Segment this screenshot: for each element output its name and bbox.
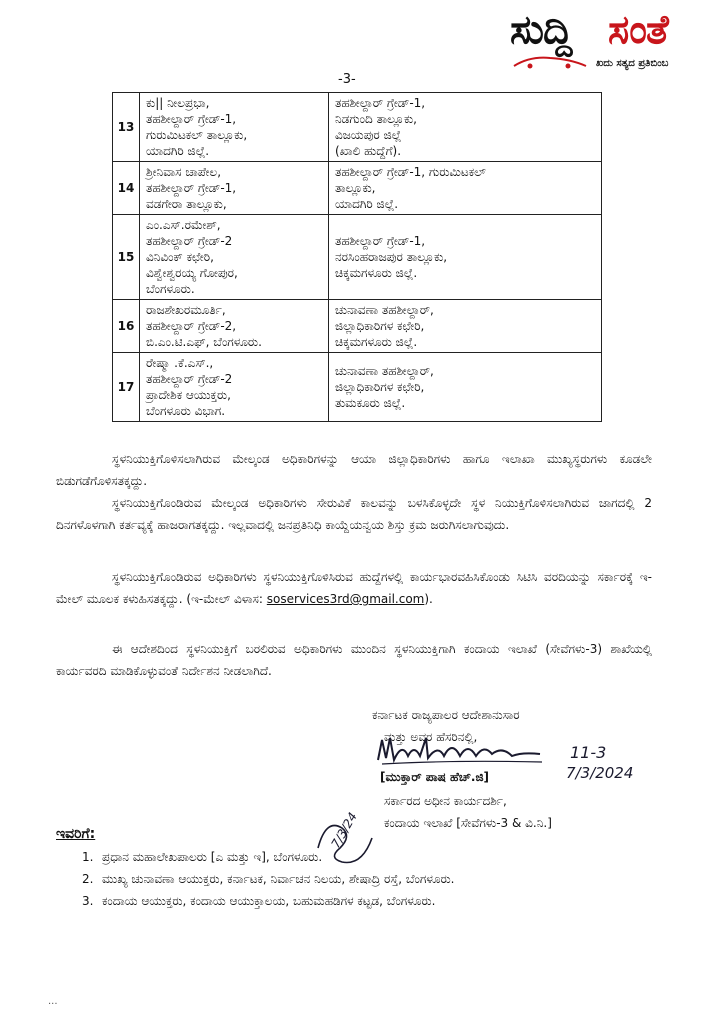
- cell-line: ಗುರುಮಿಟಕಲ್ ತಾಲ್ಲೂಕು,: [146, 128, 248, 142]
- row-number: 15: [113, 215, 140, 300]
- cell-line: ತಹಶೀಲ್ದಾರ್ ಗ್ರೇಡ್-2: [146, 372, 233, 386]
- current-posting-cell: [140, 353, 329, 422]
- cell-line: ತಹಶೀಲ್ದಾರ್ ಗ್ರೇಡ್-1,: [146, 181, 237, 195]
- transfer-table: [112, 92, 602, 422]
- recipient-number: 3.: [82, 894, 94, 908]
- recipient-text: ಕಂದಾಯ ಆಯುಕ್ತರು, ಕಂದಾಯ ಆಯುಕ್ತಾಲಯ, ಬಹುಮಹಡಿಗಳ ಕಟ್ಟಡ, ಬೆಂಗಳೂರು.: [102, 894, 436, 908]
- cell-line: ವಡಗೇರಾ ತಾಲ್ಲೂಕು,: [146, 197, 227, 211]
- table-row: [113, 93, 602, 162]
- cell-line: ವಿನಿವಿಂಕ್ ಕಛೇರಿ,: [146, 250, 214, 264]
- new-posting-cell: [329, 162, 602, 215]
- row-number: 17: [113, 353, 140, 422]
- svg-text:7/3/2024: 7/3/2024: [566, 764, 634, 782]
- cell-line: ರೇಷ್ಮಾ .ಕೆ.ಎಸ್.,: [146, 356, 214, 370]
- paragraph-report-text: ಸ್ಥಳನಿಯುಕ್ತಿಗೊಂಡಿರುವ ಅಧಿಕಾರಿಗಳು ಸ್ಥಳನಿಯುಕ್ತಿಗೊಳಿಸಿರುವ ಹುದ್ದೆಗಳಲ್ಲಿ ಕಾರ್ಯಭಾರವಹಿಸಿಕೊಂಡು ಸಿಟಿಸಿ ವರದಿಯನ್ನು ಸರ್ಕಾರಕ್ಕೆ ಇ-ಮೇಲ್ ಮೂಲಕ ಕಳುಹಿಸತಕ್ಕದ್ದು. (ಇ-ಮೇಲ್ ವಿಳಾಸ:: [56, 570, 652, 606]
- new-posting-cell: [329, 93, 602, 162]
- recipient-item: [82, 890, 682, 912]
- recipient-item: [82, 846, 682, 868]
- car-icon: [510, 54, 590, 70]
- cell-line: ನರಸಿಂಹರಾಜಪುರ ತಾಲ್ಲೂಕು,: [335, 250, 448, 264]
- cell-line: ತಹಶೀಲ್ದಾರ್ ಗ್ರೇಡ್-1, ಗುರುಮಿಟಕಲ್: [335, 165, 486, 179]
- paragraph-report: [56, 566, 652, 610]
- cell-line: ಬೆಂಗಳೂರು.: [146, 282, 195, 296]
- cell-line: ವಿಶ್ವೇಶ್ವರಯ್ಯ ಗೋಪುರ,: [146, 266, 238, 280]
- email-link[interactable]: soservices3rd@gmail.com: [266, 592, 425, 606]
- cell-line: ಚಿಕ್ಕಮಗಳೂರು ಜಿಲ್ಲೆ.: [335, 266, 418, 280]
- logo-tagline: ಖದು ಸತ್ಯದ ಪ್ರತಿಬಿಂಬ: [596, 58, 669, 69]
- cell-line: ಬಿ.ಎಂ.ಟಿ.ಎಫ್, ಬೆಂಗಳೂರು.: [146, 335, 262, 349]
- cell-line: ವಿಜಯಪುರ ಜಿಲ್ಲೆ: [335, 128, 402, 142]
- cell-line: ಚುನಾವಣಾ ತಹಶೀಲ್ದಾರ್,: [335, 303, 434, 317]
- logo-word-1: ಸುದ್ದಿ: [510, 7, 572, 53]
- paragraph-release: ಸ್ಥಳನಿಯುಕ್ತಿಗೊಳಿಸಲಾಗಿರುವ ಮೇಲ್ಕಂಡ ಅಧಿಕಾರಿಗಳನ್ನು ಆಯಾ ಜಿಲ್ಲಾಧಿಕಾರಿಗಳು ಹಾಗೂ ಇಲಾಖಾ ಮುಖ್ಯಸ್ಥರುಗಳು ಕೂಡಲೇ ಬಿಡುಗಡೆಗೊಳಿಸತಕ್ಕದ್ದು.: [56, 452, 652, 488]
- cell-line: ತಹಶೀಲ್ದಾರ್ ಗ್ರೇಡ್-2,: [146, 319, 237, 333]
- signatory-designation: ಸರ್ಕಾರದ ಅಧೀನ ಕಾರ್ಯದರ್ಶಿ,: [384, 794, 507, 808]
- table-row: [113, 353, 602, 422]
- paragraph-joining: ಸ್ಥಳನಿಯುಕ್ತಿಗೊಂಡಿರುವ ಮೇಲ್ಕಂಡ ಅಧಿಕಾರಿಗಳು ಸೇರುವಿಕೆ ಕಾಲವನ್ನು ಬಳಸಿಕೊಳ್ಳದೇ ಸ್ಥಳ ನಿಯುಕ್ತಿಗೊಳಿಸಲಾಗಿರುವ ಜಾಗದಲ್ಲಿ 2 ದಿನಗಳೊಳಗಾಗಿ ಕರ್ತವ್ಯಕ್ಕೆ ಹಾಜರಾಗತಕ್ಕದ್ದು. ಇಲ್ಲವಾದಲ್ಲಿ ಜನಪ್ರತಿನಿಧಿ ಕಾಯ್ದೆಯನ್ವಯ ಶಿಸ್ತು ಕ್ರಮ ಜರುಗಿಸಲಾಗುವುದು.: [56, 496, 652, 532]
- svg-text:7/3/24: 7/3/24: [328, 809, 360, 851]
- table-row: [113, 215, 602, 300]
- recipient-text: ಪ್ರಧಾನ ಮಹಾಲೇಖಪಾಲರು [ಎ ಮತ್ತು ಇ], ಬೆಂಗಳೂರು.: [102, 850, 323, 864]
- current-posting-cell: [140, 215, 329, 300]
- cell-line: ಚಿಕ್ಕಮಗಳೂರು ಜಿಲ್ಲೆ.: [335, 335, 418, 349]
- footer-mark: ...: [48, 996, 58, 1007]
- table-row: [113, 300, 602, 353]
- cell-line: ಶ್ರೀನಿವಾಸ ಚಾಪೇಲ,: [146, 165, 222, 179]
- current-posting-cell: [140, 300, 329, 353]
- recipient-number: 2.: [82, 872, 94, 886]
- recipient-number: 1.: [82, 850, 94, 864]
- cell-line: (ಖಾಲಿ ಹುದ್ದೆಗೆ).: [335, 144, 402, 158]
- new-posting-cell: [329, 353, 602, 422]
- signatory-department: ಕಂದಾಯ ಇಲಾಖೆ [ಸೇವೆಗಳು-3 & ವಿ.ನಿ.]: [384, 816, 552, 830]
- row-number: 14: [113, 162, 140, 215]
- recipient-text: ಮುಖ್ಯ ಚುನಾವಣಾ ಆಯುಕ್ತರು, ಕರ್ನಾಟಕ, ನಿರ್ವಾಚನ ನಿಲಯ, ಶೇಷಾದ್ರಿ ರಸ್ತೆ, ಬೆಂಗಳೂರು.: [102, 872, 455, 886]
- svg-text:11-3: 11-3: [570, 743, 607, 762]
- current-posting-cell: [140, 162, 329, 215]
- brand-logo: [508, 8, 713, 78]
- row-number: 13: [113, 93, 140, 162]
- recipients-heading: ಇವರಿಗೆ:: [56, 826, 96, 842]
- cell-line: ರಾಜಶೇಖರಮೂರ್ತಿ,: [146, 303, 226, 317]
- recipient-item: [82, 868, 682, 890]
- cell-line: ಚುನಾವಣಾ ತಹಶೀಲ್ದಾರ್,: [335, 364, 434, 378]
- row-number: 16: [113, 300, 140, 353]
- new-posting-cell: [329, 215, 602, 300]
- cell-line: ತಾಲ್ಲೂಕು,: [335, 181, 376, 195]
- cell-line: ಯಾದಗಿರಿ ಜಿಲ್ಲೆ.: [335, 197, 399, 211]
- cell-line: ತಹಶೀಲ್ದಾರ್ ಗ್ರೇಡ್-1,: [146, 112, 237, 126]
- cell-line: ಯಾದಗಿರಿ ಜಿಲ್ಲೆ.: [146, 144, 210, 158]
- cell-line: ತಹಶೀಲ್ದಾರ್ ಗ್ರೇಡ್-2: [146, 234, 233, 248]
- recipients-list: [82, 846, 682, 912]
- handwritten-date: [562, 742, 662, 782]
- current-posting-cell: [140, 93, 329, 162]
- cell-line: ಎಂ.ಎಸ್.ರಮೇಶ್,: [146, 218, 221, 232]
- cell-line: ತಹಶೀಲ್ದಾರ್ ಗ್ರೇಡ್-1,: [335, 96, 426, 110]
- cell-line: ಜಿಲ್ಲಾಧಿಕಾರಿಗಳ ಕಛೇರಿ,: [335, 319, 425, 333]
- cell-line: ನಿಡಗುಂದಿ ತಾಲ್ಲೂಕು,: [335, 112, 417, 126]
- table-row: [113, 162, 602, 215]
- handwritten-signature: [372, 730, 572, 770]
- signatory-name: [ಮುಕ್ತಾರ್ ಪಾಷ ಹೆಚ್.ಜಿ]: [380, 770, 490, 784]
- paragraph-direction: ಈ ಆದೇಶದಿಂದ ಸ್ಥಳನಿಯುಕ್ತಿಗೆ ಬರಲಿರುವ ಅಧಿಕಾರಿಗಳು ಮುಂದಿನ ಸ್ಥಳನಿಯುಕ್ತಿಗಾಗಿ ಕಂದಾಯ ಇಲಾಖೆ (ಸೇವೆಗಳು-3) ಶಾಖೆಯಲ್ಲಿ ಕಾರ್ಯವರದಿ ಮಾಡಿಕೊಳ್ಳುವಂತೆ ನಿರ್ದೇಶನ ನೀಡಲಾಗಿದೆ.: [56, 642, 652, 678]
- cell-line: ತುಮಕೂರು ಜಿಲ್ಲೆ.: [335, 396, 406, 410]
- paragraph-report-end: ).: [424, 592, 433, 606]
- new-posting-cell: [329, 300, 602, 353]
- page-number: -3-: [338, 72, 356, 87]
- cell-line: ಬೆಂಗಳೂರು ವಿಭಾಗ.: [146, 404, 226, 418]
- cell-line: ಜಿಲ್ಲಾಧಿಕಾರಿಗಳ ಕಛೇರಿ,: [335, 380, 425, 394]
- logo-word-2: ಸಂತೆ: [608, 7, 668, 53]
- cell-line: ತಹಶೀಲ್ದಾರ್ ಗ್ರೇಡ್-1,: [335, 234, 426, 248]
- cell-line: ಕು|| ನೀಲಪ್ರಭಾ,: [146, 96, 210, 110]
- order-authority-2: ಮತ್ತು ಅವರ ಹೆಸರಿನಲ್ಲಿ,: [384, 730, 478, 744]
- cell-line: ಪ್ರಾದೇಶಿಕ ಆಯುಕ್ತರು,: [146, 388, 231, 402]
- order-authority: ಕರ್ನಾಟಕ ರಾಜ್ಯಪಾಲರ ಆದೇಶಾನುಸಾರ: [372, 708, 520, 722]
